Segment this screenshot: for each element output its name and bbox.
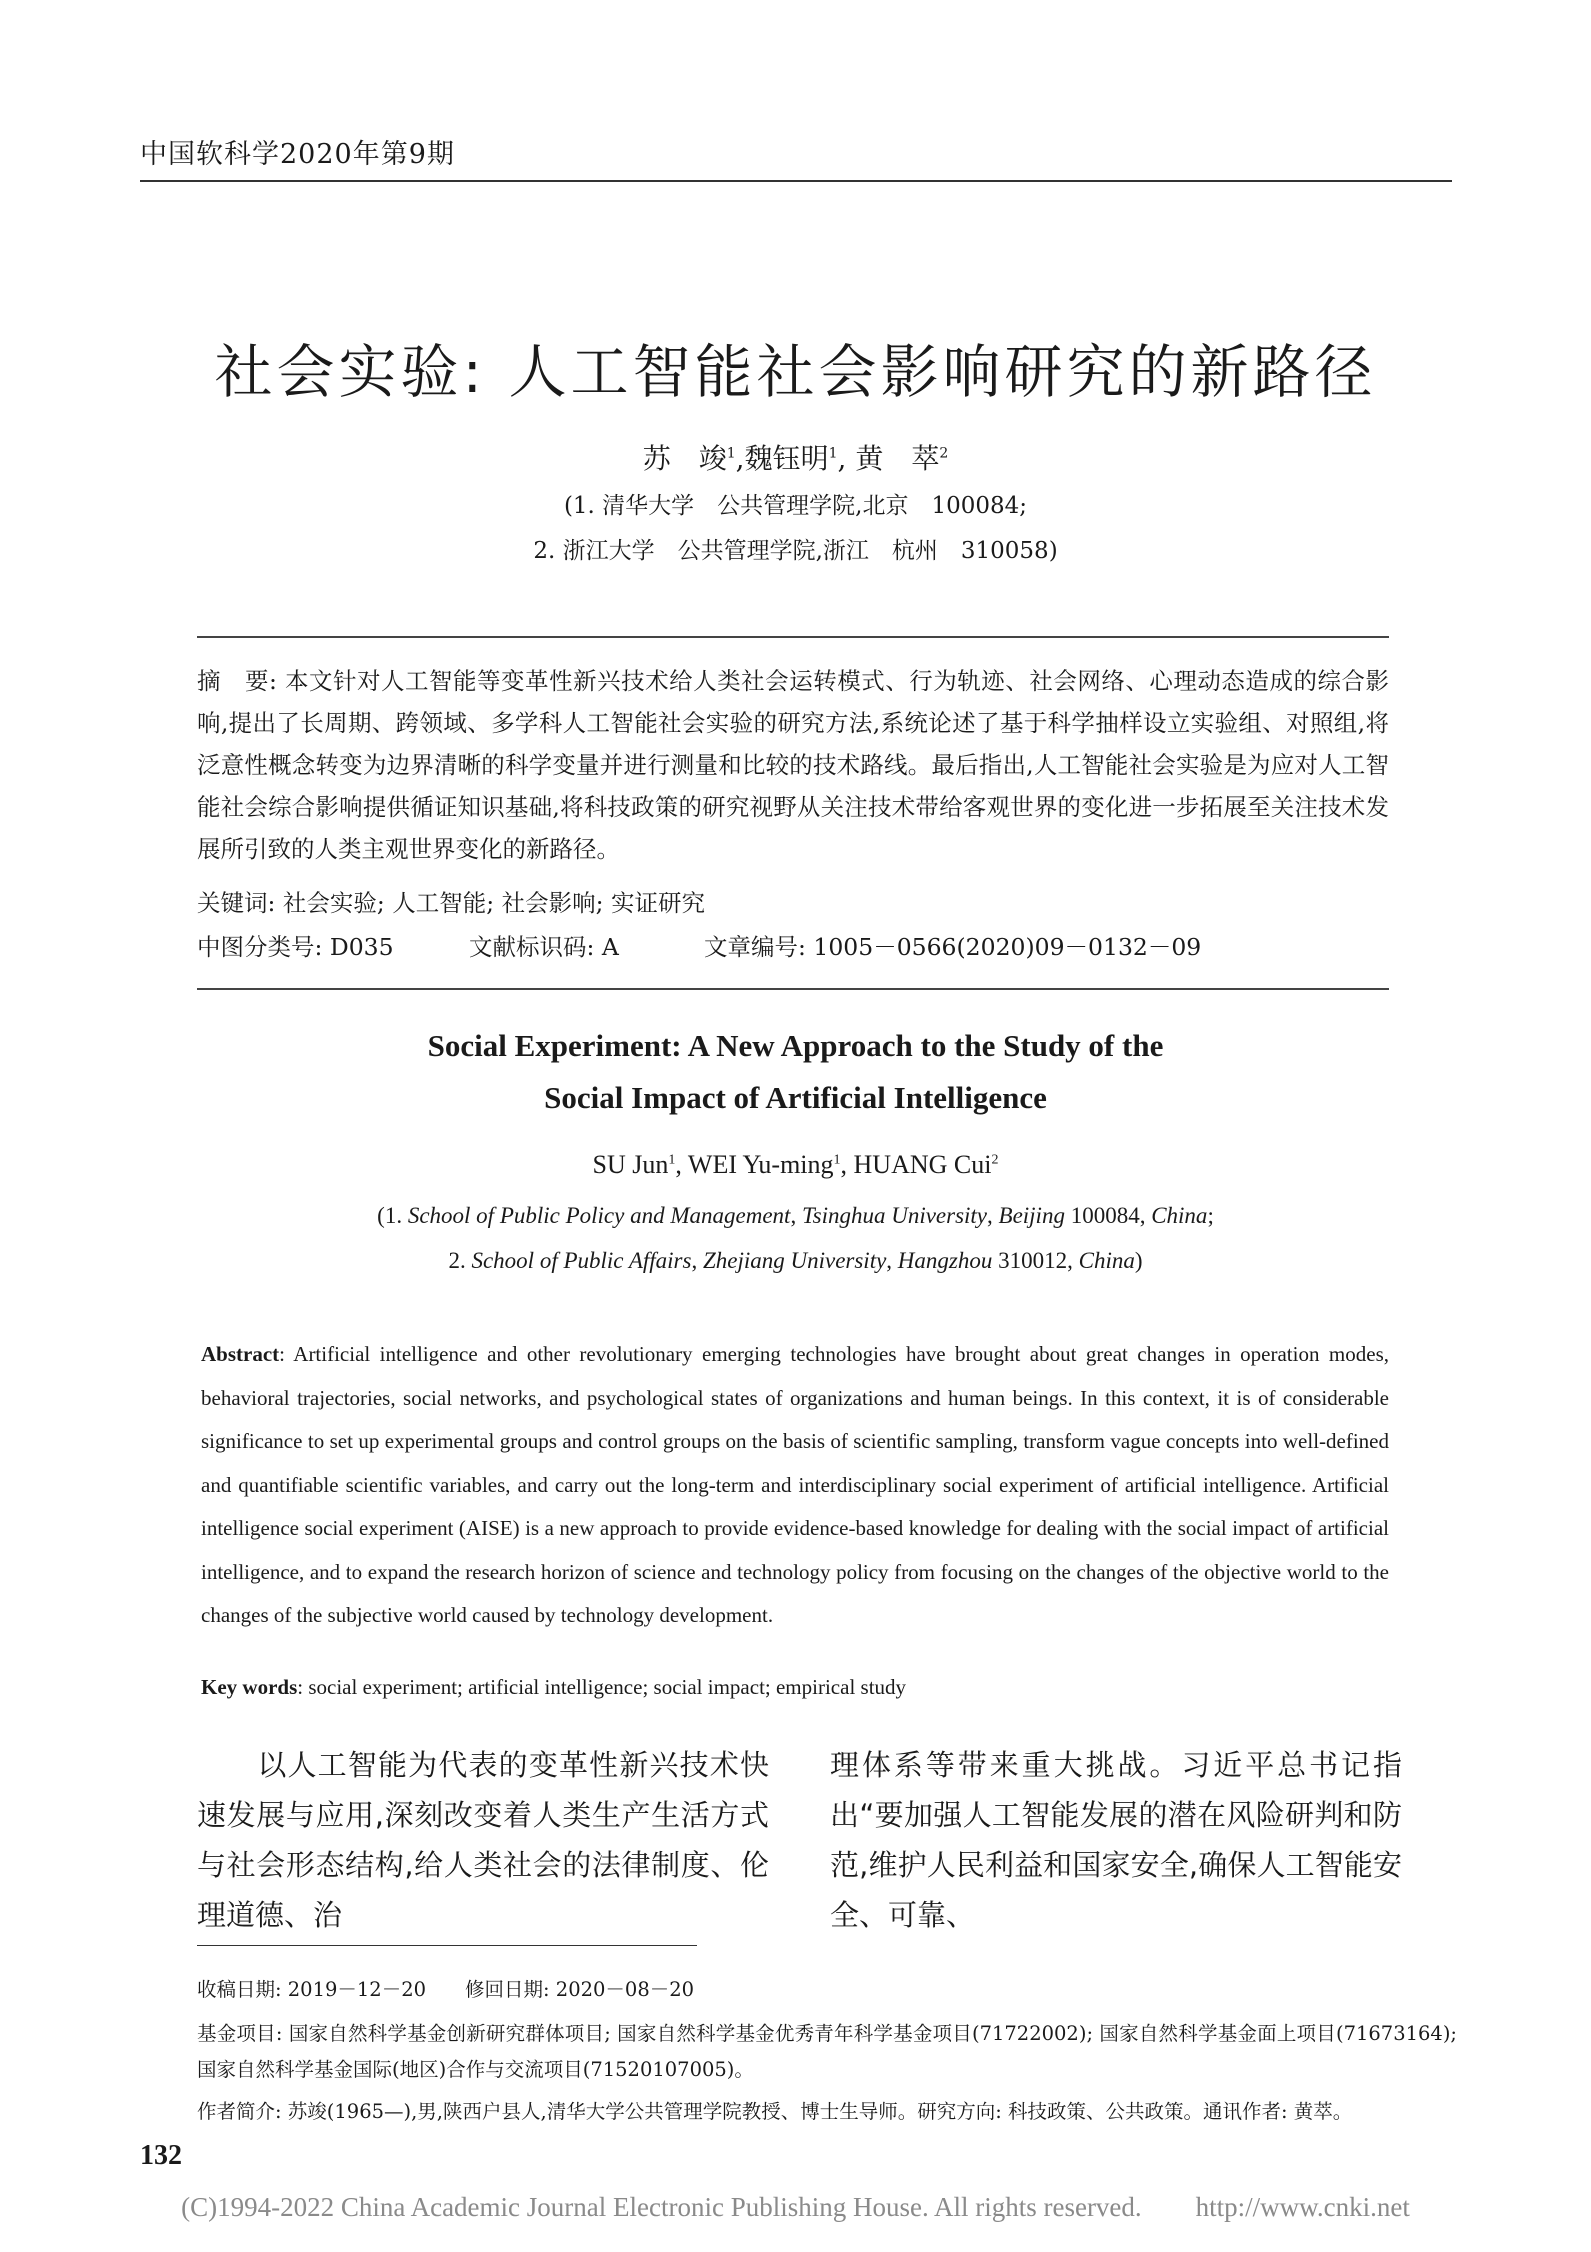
- author-cn-2: 魏钰明: [744, 442, 829, 475]
- aff-country: China: [1151, 1203, 1208, 1228]
- footnote-funding: 基金项目: 国家自然科学基金创新研究群体项目; 国家自然科学基金优秀青年科学基金项目(71722002); 国家自然科学基金面上项目(71673164); 国家自然科学基金国际(地区)合作与交流项目(71520107005)。: [197, 2022, 1457, 2081]
- aff-text: (1.: [377, 1203, 408, 1228]
- aff-city: Hangzhou: [897, 1248, 993, 1273]
- authors-en: [0, 1150, 1591, 1180]
- abstract-cn-text: 本文针对人工智能等变革性新兴技术给人类社会运转模式、行为轨迹、社会网络、心理动态造成的综合影响,提出了长周期、跨领域、多学科人工智能社会实验的研究方法,系统论述了基于科学抽样设立实验组、对照组,将泛意性概念转变为边界清晰的科学变量并进行测量和比较的技术路线。最后指出,人工智能社会实验是为应对人工智能社会综合影响提供循证知识基础,将科技政策的研究视野从关注技术带给客观世界的变化进一步拓展至关注技术发展所引致的人类主观世界变化的新路径。: [197, 667, 1389, 863]
- title-en-line-1: Social Experiment: A New Approach to the Study of the: [427, 1028, 1164, 1063]
- abstract-cn-label: 摘 要:: [197, 667, 285, 695]
- author-cn-1-sup: 1: [726, 445, 736, 462]
- aff-text: 310012,: [992, 1248, 1079, 1273]
- abstract-bottom-rule: [197, 988, 1389, 990]
- classification-line: [197, 928, 1389, 962]
- aff-text: ,: [790, 1203, 802, 1228]
- header-rule: [140, 180, 1452, 182]
- body-column-right: 理体系等带来重大挑战。习近平总书记指出“要加强人工智能发展的潜在风险研判和防范,维护人民利益和国家安全,确保人工智能安全、可靠、: [830, 1748, 1402, 1932]
- author-cn-2-sup: 1: [828, 445, 838, 462]
- author-cn-3: 黄 萃: [855, 442, 940, 475]
- affiliation-cn-2: 2. 浙江大学 公共管理学院,浙江 杭州 310058): [533, 538, 1058, 564]
- affiliation-en-1: [0, 1203, 1591, 1229]
- aff-text: ,: [987, 1203, 999, 1228]
- aff-text: 2.: [448, 1248, 472, 1273]
- footnote-dates: 收稿日期: 2019－12－20 修回日期: 2020－08－20: [197, 1978, 695, 2001]
- keywords-cn-text: 社会实验; 人工智能; 社会影响; 实证研究: [282, 889, 706, 917]
- keywords-cn-label: 关键词:: [197, 889, 283, 917]
- affiliation-cn-1: (1. 清华大学 公共管理学院,北京 100084;: [563, 493, 1028, 519]
- aff-country: China: [1078, 1248, 1135, 1273]
- abstract-en-text: : Artificial intelligence and other revolutionary emerging technologies have brought about great changes in operation modes, behavioral trajectories, social networks, and psychological states of organizations and human beings. In this context, it is of considerable significance to set up experimental groups and control groups on the basis of scientific sampling, transform vague concepts into well-defined and quantifiable scientific variables, and carry out the long-term and interdisciplinary social experiment of artificial intelligence. Artificial intelligence social experiment (AISE) is a new approach to provide evidence-based knowledge for dealing with the social impact of artificial intelligence, and to expand the research horizon of science and technology policy from focusing on the changes of the objective world to the changes of the subjective world caused by technology development.: [201, 1342, 1389, 1627]
- author-en-3: HUANG Cui: [853, 1150, 992, 1179]
- abstract-top-rule: [197, 636, 1389, 638]
- aff-university: Zhejiang University: [702, 1248, 887, 1273]
- clc-number: 中图分类号: D035: [197, 933, 394, 961]
- aff-school: School of Public Policy and Management: [407, 1203, 791, 1228]
- article-number: 文章编号: 1005－0566(2020)09－0132－09: [704, 933, 1202, 961]
- abstract-en-label: Abstract: [201, 1342, 280, 1366]
- author-sep: ,: [675, 1150, 688, 1179]
- aff-school: School of Public Affairs: [471, 1248, 692, 1273]
- author-en-2-sup: 1: [833, 1152, 841, 1168]
- author-cn-1: 苏 竣: [642, 442, 727, 475]
- aff-text: ,: [886, 1248, 898, 1273]
- aff-text: ): [1134, 1248, 1143, 1273]
- author-cn-3-sup: 2: [939, 445, 949, 462]
- title-cn: 社会实验: 人工智能社会影响研究的新路径: [214, 338, 1377, 406]
- aff-text: 100084,: [1064, 1203, 1152, 1228]
- aff-university: Tsinghua University: [801, 1203, 988, 1228]
- journal-header: 中国软科学2020年第9期: [140, 139, 455, 170]
- affiliation-en-2: [0, 1248, 1591, 1274]
- author-en-1: SU Jun: [592, 1150, 669, 1179]
- document-code: 文献标识码: A: [469, 933, 619, 961]
- authors-cn: [0, 437, 1591, 477]
- title-en: [0, 1020, 1591, 1124]
- author-sep: ,: [840, 1150, 854, 1179]
- keywords-cn: [197, 884, 705, 918]
- body-column-left: 以人工智能为代表的变革性新兴技术快速发展与应用,深刻改变着人类生产生活方式与社会形态结构,给人类社会的法律制度、伦理道德、治: [197, 1748, 769, 1932]
- title-en-line-2: Social Impact of Artificial Intelligence: [544, 1080, 1047, 1115]
- keywords-en-text: : social experiment; artificial intelligence; social impact; empirical study: [297, 1675, 907, 1699]
- author-en-1-sup: 1: [668, 1152, 676, 1168]
- footnote-author: 作者简介: 苏竣(1965—),男,陕西户县人,清华大学公共管理学院教授、博士生导师。研究方向: 科技政策、公共政策。通讯作者: 黄萃。: [197, 2100, 1353, 2123]
- copyright-notice: (C)1994-2022 China Academic Journal Electronic Publishing House. All rights reserved. http://www.cnki.net: [181, 2192, 1410, 2222]
- footnote-rule: [197, 1945, 697, 1946]
- author-en-3-sup: 2: [991, 1152, 999, 1168]
- aff-text: ,: [691, 1248, 703, 1273]
- abstract-en: [201, 1333, 1389, 1638]
- author-sep: ,: [837, 442, 856, 475]
- keywords-en-label: Key words: [201, 1675, 298, 1699]
- keywords-en: [201, 1675, 906, 1700]
- abstract-cn: [197, 660, 1389, 870]
- author-sep: ,: [735, 442, 745, 475]
- author-en-2: WEI Yu-ming: [687, 1150, 834, 1179]
- page-number: 132: [140, 2140, 182, 2171]
- aff-text: ;: [1207, 1203, 1214, 1228]
- aff-city: Beijing: [998, 1203, 1065, 1228]
